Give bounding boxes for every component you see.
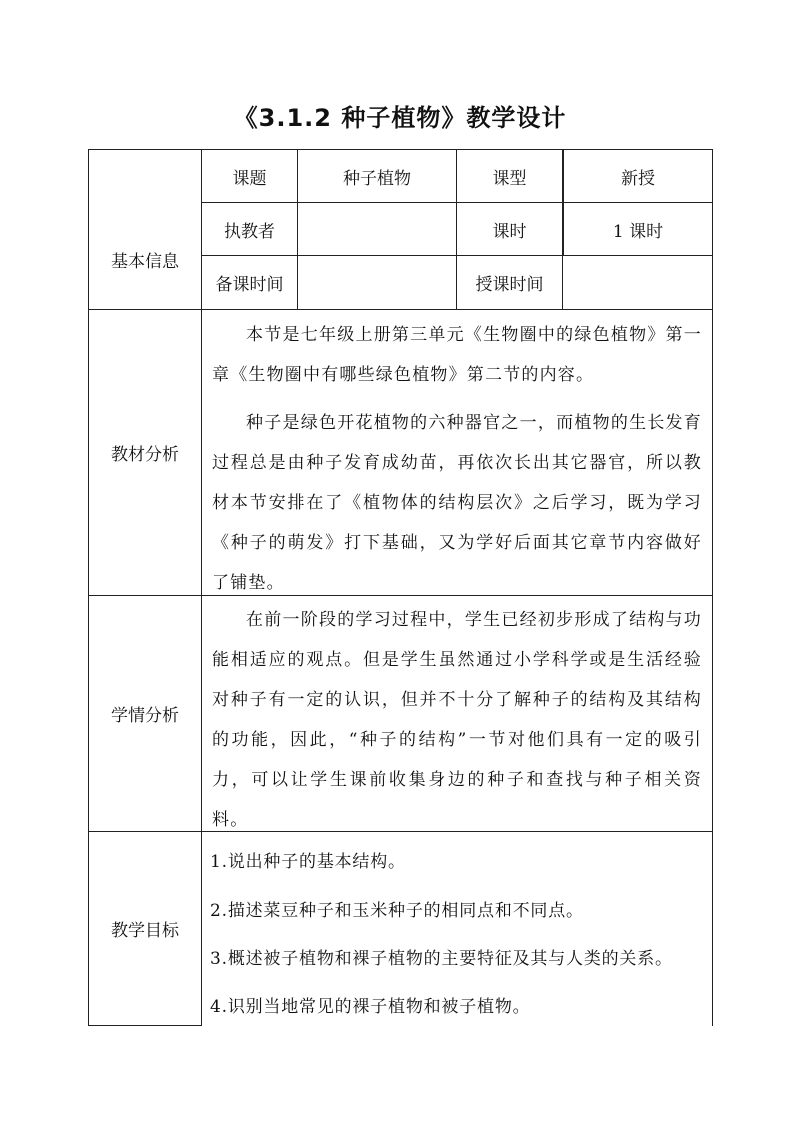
goal-item: 1.说出种子的基本结构。 [210, 852, 406, 872]
goal-item: 3.概述被子植物和裸子植物的主要特征及其与人类的关系。 [210, 949, 673, 969]
student-analysis-content [212, 600, 702, 840]
student-paragraph: 在前一阶段的学习过程中，学生已经初步形成了结构与功能相适应的观点。但是学生虽然通过小学科学或是生活经验对种子有一定的认识，但并不十分了解种子的结构及其结构的功能，因此，“种子的结构”一节对他们具有一定的吸引力，可以让学生课前收集身边的种子和查找与种子相关资料。 [212, 610, 702, 830]
material-paragraph: 本节是七年级上册第三单元《生物圈中的绿色植物》第一章《生物圈中有哪些绿色植物》第二节的内容。 [212, 325, 702, 385]
student-analysis-label: 学情分析 [111, 706, 179, 726]
goal-item: 4.识别当地常见的裸子植物和被子植物。 [210, 997, 531, 1017]
goal-item: 2.描述菜豆种子和玉米种子的相同点和不同点。 [210, 901, 584, 921]
topic-value: 种子植物 [343, 168, 411, 189]
teach-time-value [564, 256, 712, 309]
type-label: 课型 [492, 168, 527, 189]
type-value: 新授 [621, 168, 655, 189]
material-analysis-label: 教材分析 [111, 445, 179, 465]
prep-time-label: 备课时间 [215, 275, 284, 295]
material-paragraph: 种子是绿色开花植物的六种器官之一，而植物的生长发育过程总是由种子发育成幼苗，再依次长出其它器官，所以教材本节安排在了《植物体的结构层次》之后学习，既为学习《种子的萌发》打下基础，又为学好后面其它章节内容做好了铺垫。 [212, 413, 702, 593]
prep-time-value [298, 256, 456, 309]
document-title: 《3.1.2 种子植物》教学设计 [233, 104, 567, 132]
basic-info-label: 基本信息 [111, 252, 179, 272]
teach-time-label: 授课时间 [475, 275, 544, 295]
teaching-goals-list [210, 832, 710, 1025]
teacher-label: 执教者 [224, 221, 275, 242]
teaching-goals-label: 教学目标 [111, 921, 179, 941]
material-analysis-content [212, 315, 702, 603]
topic-label: 课题 [232, 168, 267, 189]
teacher-value [298, 203, 456, 255]
hours-value: 1 课时 [612, 221, 664, 242]
hours-label: 课时 [492, 221, 527, 242]
